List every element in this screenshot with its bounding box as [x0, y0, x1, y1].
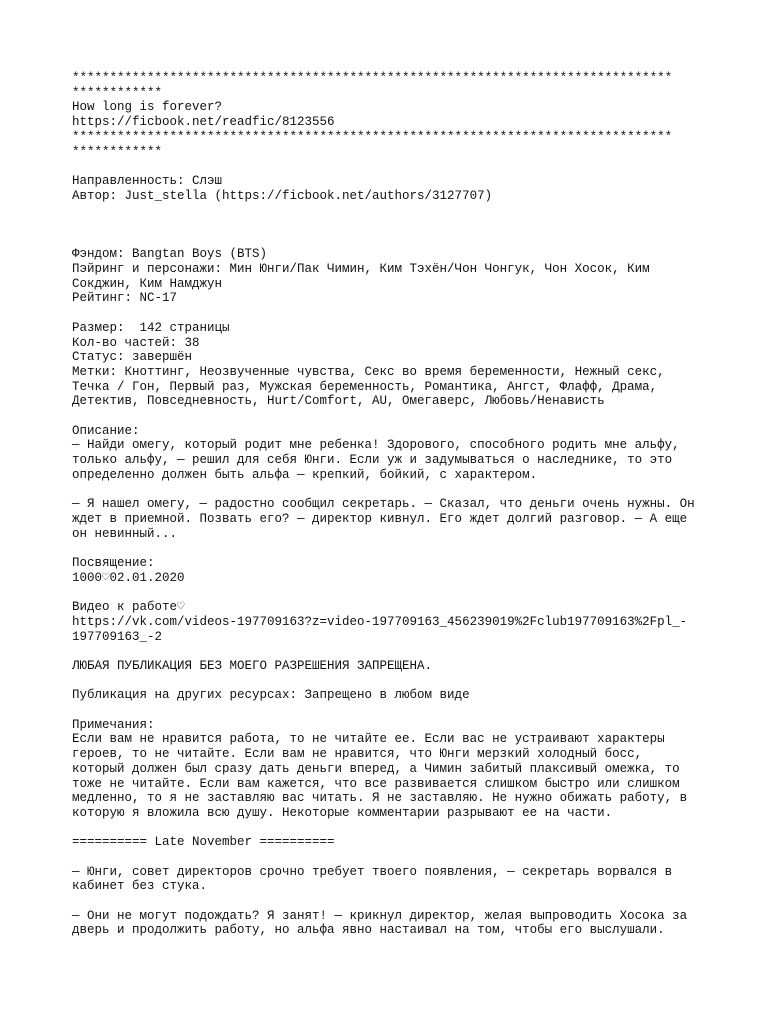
notes-text: героев, то не читайте. Если вам не нравится, что Юнги мерзкий холодный босс,: [72, 747, 643, 762]
chapter-text: дверь и продолжить работу, но альфа явно настаивал на том, чтобы его выслушали.: [72, 923, 665, 938]
separator-line: ********************************************************************************: [72, 71, 673, 85]
tags: Метки: Кноттинг, Неозвученные чувства, Секс во время беременности, Нежный секс,: [72, 364, 665, 379]
parts-count: Кол-во частей: 38: [72, 335, 200, 350]
chapter-text: кабинет без стука.: [72, 879, 208, 894]
description-text: только альфу, — решил для себя Юнги. Если уж и задумываться о наследнике, то это: [72, 453, 673, 468]
description-text: — Я нашел омегу, — радостно сообщил секретарь. — Сказал, что деньги очень нужны. Он: [72, 497, 695, 512]
notes-block: [72, 718, 708, 821]
notes-text: тоже не читайте. Если вам кажется, что все развивается слишком быстро или слишком: [72, 776, 680, 791]
notes-text: который должен был сразу дать деньги вперед, а Чимин забитый плаксивый омежка, то: [72, 761, 680, 776]
pairing: Пэйринг и персонажи: Мин Юнги/Пак Чимин, Ким Тэхён/Чон Чонгук, Чон Хосок, Ким: [72, 262, 650, 277]
notes-text: медленно, то я не заставляю вас читать. Я не заставляю. Не нужно обижать работу, в: [72, 791, 688, 806]
description-text: — Найди омегу, который родит мне ребенка! Здорового, способного родить мне альфу,: [72, 438, 680, 453]
separator-line: ************: [72, 144, 163, 159]
meta-block: [72, 174, 708, 409]
rating: Рейтинг: NC-17: [72, 291, 178, 306]
dedication-block: [72, 556, 708, 585]
video-url: https://vk.com/videos-197709163?z=video-197709163_456239019%2Fclub197709163%2Fpl_-: [72, 614, 688, 629]
video-url: 197709163_-2: [72, 629, 163, 644]
description-text: определенно должен быть альфа — крепкий, бойкий, с характером.: [72, 467, 538, 482]
description-text: он невинный...: [72, 526, 178, 541]
chapter-text: — Юнги, совет директоров срочно требует твоего появления, — секретарь ворвался в: [72, 864, 673, 879]
author: Автор: Just_stella (https://ficbook.net/authors/3127707): [72, 188, 493, 203]
work-title: How long is forever?: [72, 100, 223, 115]
dedication-text: 1000♡02.01.2020: [72, 570, 185, 585]
notes-text: которую я вложила всю душу. Некоторые комментарии разрывают ее на части.: [72, 805, 613, 820]
size: Размер: 142 страницы: [72, 320, 230, 335]
separator-line: ********************************************************************************: [72, 129, 673, 144]
description-label: Описание:: [72, 423, 140, 438]
video-label: Видео к работе♡: [72, 600, 185, 615]
notes-text: Если вам не нравится работа, то не читайте ее. Если вас не устраивают характеры: [72, 732, 665, 747]
tags: Детектив, Повседневность, Hurt/Comfort, AU, Омегаверс, Любовь/Ненависть: [72, 394, 605, 409]
video-block: [72, 600, 708, 644]
pairing: Сокджин, Ким Намджун: [72, 276, 223, 291]
separator-line: ************: [72, 85, 163, 100]
publication-notice: Публикация на других ресурсах: Запрещено в любом виде: [72, 688, 470, 703]
direction: Направленность: Слэш: [72, 173, 223, 188]
tags: Течка / Гон, Первый раз, Мужская беременность, Романтика, Ангст, Флафф, Драма,: [72, 379, 658, 394]
status: Статус: завершён: [72, 350, 193, 365]
header-block: [72, 71, 708, 159]
chapter-block: [72, 835, 708, 938]
notes-label: Примечания:: [72, 717, 155, 732]
description-text: ждет в приемной. Позвать его? — директор кивнул. Его ждет долгий разговор. — А еще: [72, 511, 688, 526]
chapter-heading: ========== Late November ==========: [72, 835, 335, 850]
copyright-notice: ЛЮБАЯ ПУБЛИКАЦИЯ БЕЗ МОЕГО РАЗРЕШЕНИЯ ЗАПРЕЩЕНА.: [72, 658, 433, 673]
description-block: [72, 424, 708, 542]
fandom: Фэндом: Bangtan Boys (BTS): [72, 247, 268, 262]
dedication-label: Посвящение:: [72, 556, 155, 571]
work-url: https://ficbook.net/readfic/8123556: [72, 115, 335, 130]
chapter-text: — Они не могут подождать? Я занят! — крикнул директор, желая выпроводить Хосока за: [72, 908, 688, 923]
